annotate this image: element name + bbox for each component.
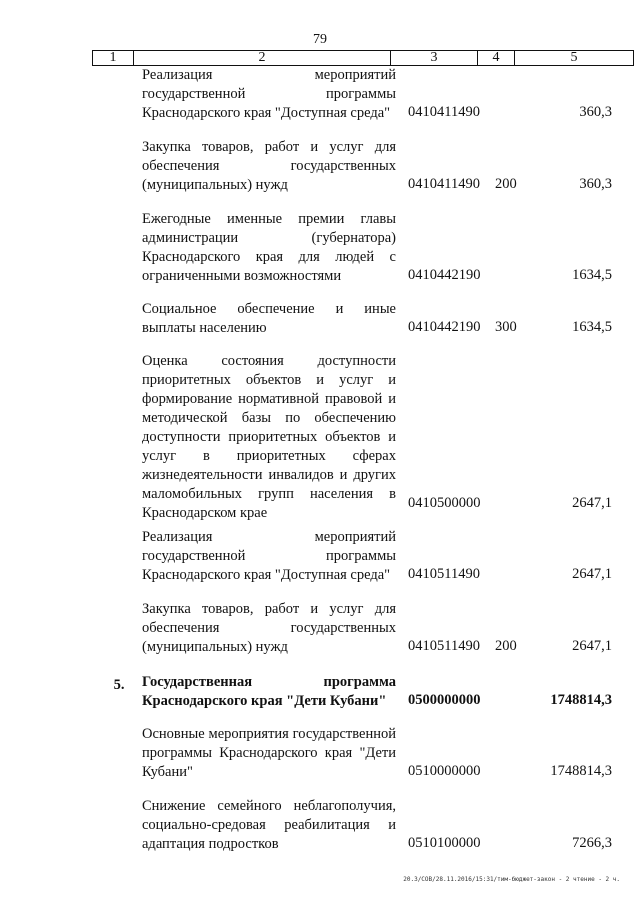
row-name: Социальное обеспечение и иные выплаты населению xyxy=(142,301,396,336)
row-code: 0410411490 xyxy=(408,104,480,120)
row-sum: 1634,5 xyxy=(572,267,612,283)
row-name: Снижение семейного неблагополучия, социально-средовая реабилитация и адаптация подростков xyxy=(142,798,396,852)
footer-stamp: 20.3/СОВ/28.11.2016/15:31/тим-бюджет-закон - 2 чтение - 2 ч. xyxy=(403,876,620,883)
row-name: Реализация мероприятий государственной программы Краснодарского края "Доступная среда" xyxy=(142,67,396,121)
row-name: Ежегодные именные премии главы администрации (губернатора) Краснодарского края для людей с ограниченными возможностями xyxy=(142,211,396,284)
section-number: 5. xyxy=(113,677,125,693)
row-sum: 2647,1 xyxy=(572,638,612,654)
row-code: 0510000000 xyxy=(408,763,481,779)
row-sum: 7266,3 xyxy=(572,835,612,851)
page-number: 79 xyxy=(313,32,327,47)
table-header xyxy=(92,50,634,66)
header-col-4: 4 xyxy=(478,51,515,66)
row-name: Закупка товаров, работ и услуг для обеспечения государственных (муниципальных) нужд xyxy=(142,601,396,655)
row-type: 300 xyxy=(495,319,517,335)
row-sum: 360,3 xyxy=(579,176,612,192)
header-col-1: 1 xyxy=(93,51,134,66)
row-name: Оценка состояния доступности приоритетных объектов и услуг и формирование нормативной правовой и методической базы по обеспечению доступности приоритетных объектов и услуг в приоритетных сферах жизнедеятельности инвалидов и других маломобильных групп населения в Краснодарском крае xyxy=(142,353,396,521)
row-code: 0410511490 xyxy=(408,638,480,654)
row-name: Реализация мероприятий государственной программы Краснодарского края "Доступная среда" xyxy=(142,529,396,583)
row-code: 0410442190 xyxy=(408,267,481,283)
row-sum: 2647,1 xyxy=(572,495,612,511)
header-col-5: 5 xyxy=(515,51,634,66)
row-sum: 2647,1 xyxy=(572,566,612,582)
row-sum: 1748814,3 xyxy=(550,763,612,779)
row-code: 0410442190 xyxy=(408,319,481,335)
header-col-2: 2 xyxy=(134,51,391,66)
row-sum: 360,3 xyxy=(579,104,612,120)
row-code: 0500000000 xyxy=(408,692,481,708)
row-type: 200 xyxy=(495,176,517,192)
row-code: 0410411490 xyxy=(408,176,480,192)
row-sum: 1634,5 xyxy=(572,319,612,335)
row-sum: 1748814,3 xyxy=(550,692,612,708)
row-name: Государственная программа Краснодарского края "Дети Кубани" xyxy=(142,674,396,709)
row-name: Закупка товаров, работ и услуг для обеспечения государственных (муниципальных) нужд xyxy=(142,139,396,193)
row-code: 0410511490 xyxy=(408,566,480,582)
row-name: Основные мероприятия государственной программы Краснодарского края "Дети Кубани" xyxy=(142,726,396,780)
row-code: 0410500000 xyxy=(408,495,481,511)
header-col-3: 3 xyxy=(391,51,478,66)
row-type: 200 xyxy=(495,638,517,654)
row-code: 0510100000 xyxy=(408,835,481,851)
